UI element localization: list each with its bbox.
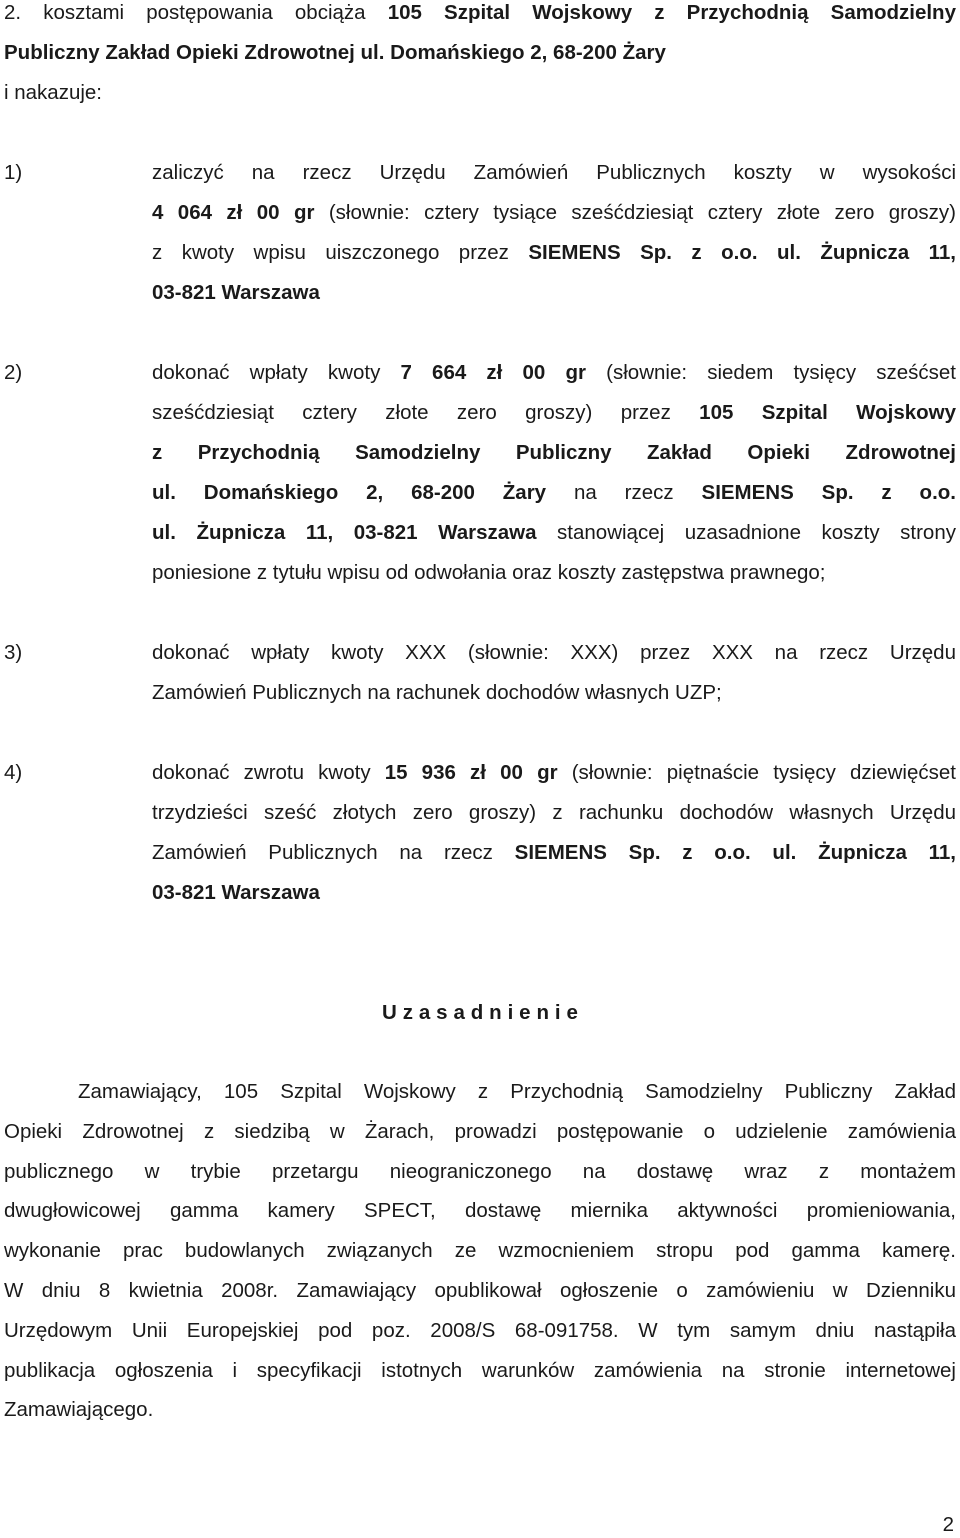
item-3-line-1: dokonać wpłaty kwoty XXX (słownie: XXX) przez XXX na rzecz Urzędu [152,641,956,664]
item-2-number: 2) [4,361,23,384]
item-2-line-2: sześćdziesiąt cztery złote zero groszy) przez 105 Szpital Wojskowy [152,401,956,424]
body-line-1: Zamawiający, 105 Szpital Wojskowy z Przychodnią Samodzielny Publiczny Zakład [78,1080,956,1103]
item-4-number: 4) [4,761,23,784]
intro-line-2: Publiczny Zakład Opieki Zdrowotnej ul. Domańskiego 2, 68-200 Żary [4,41,666,64]
item-1-line-3: z kwoty wpisu uiszczonego przez SIEMENS Sp. z o.o. ul. Żupnicza 11, [152,241,956,264]
item-3-number: 3) [4,641,23,664]
item-1-number: 1) [4,161,23,184]
body-line-6: W dniu 8 kwietnia 2008r. Zamawiający opublikował ogłoszenie o zamówieniu w Dzienniku [4,1279,956,1302]
item-4-line-4: 03-821 Warszawa [152,881,320,904]
item-3-line-2: Zamówień Publicznych na rachunek dochodów własnych UZP; [152,681,722,704]
body-line-9: Zamawiającego. [4,1398,154,1421]
item-2-line-5: ul. Żupnicza 11, 03-821 Warszawa stanowiącej uzasadnione koszty strony [152,521,956,544]
item-2-line-4: ul. Domańskiego 2, 68-200 Żary na rzecz SIEMENS Sp. z o.o. [152,481,956,504]
body-line-8: publikacja ogłoszenia i specyfikacji istotnych warunków zamówienia na stronie internetowej [4,1359,956,1382]
item-2-line-6: poniesione z tytułu wpisu od odwołania oraz koszty zastępstwa prawnego; [152,561,826,584]
body-line-4: dwugłowicowej gamma kamery SPECT, dostawę miernika aktywności promieniowania, [4,1199,956,1222]
item-2-line-3: z Przychodnią Samodzielny Publiczny Zakład Opieki Zdrowotnej [152,441,956,464]
body-line-5: wykonanie prac budowlanych związanych ze wzmocnieniem stropu pod gamma kamerę. [4,1239,956,1262]
item-4-line-1: dokonać zwrotu kwoty 15 936 zł 00 gr (słownie: piętnaście tysięcy dziewięćset [152,761,956,784]
body-line-2: Opieki Zdrowotnej z siedzibą w Żarach, prowadzi postępowanie o udzielenie zamówienia [4,1120,956,1143]
item-4-line-3: Zamówień Publicznych na rzecz SIEMENS Sp. z o.o. ul. Żupnicza 11, [152,841,956,864]
item-1-line-4: 03-821 Warszawa [152,281,320,304]
page-number: 2 [942,1513,954,1536]
body-line-3: publicznego w trybie przetargu nieograniczonego na dostawę wraz z montażem [4,1160,956,1183]
intro-line-3: i nakazuje: [4,81,103,104]
intro-line-1: 2. kosztami postępowania obciąża 105 Szpital Wojskowy z Przychodnią Samodzielny [4,1,956,24]
body-line-7: Urzędowym Unii Europejskiej pod poz. 2008/S 68-091758. W tym samym dniu nastąpiła [4,1319,956,1342]
item-2-line-1: dokonać wpłaty kwoty 7 664 zł 00 gr (słownie: siedem tysięcy sześćset [152,361,957,384]
item-1-line-2: 4 064 zł 00 gr (słownie: cztery tysiące sześćdziesiąt cztery złote zero groszy) [152,201,956,224]
item-4-line-2: trzydzieści sześć złotych zero groszy) z rachunku dochodów własnych Urzędu [152,801,956,824]
section-heading: U z a s a d n i e n i e [382,1001,578,1024]
item-1-line-1: zaliczyć na rzecz Urzędu Zamówień Publicznych koszty w wysokości [152,161,956,184]
